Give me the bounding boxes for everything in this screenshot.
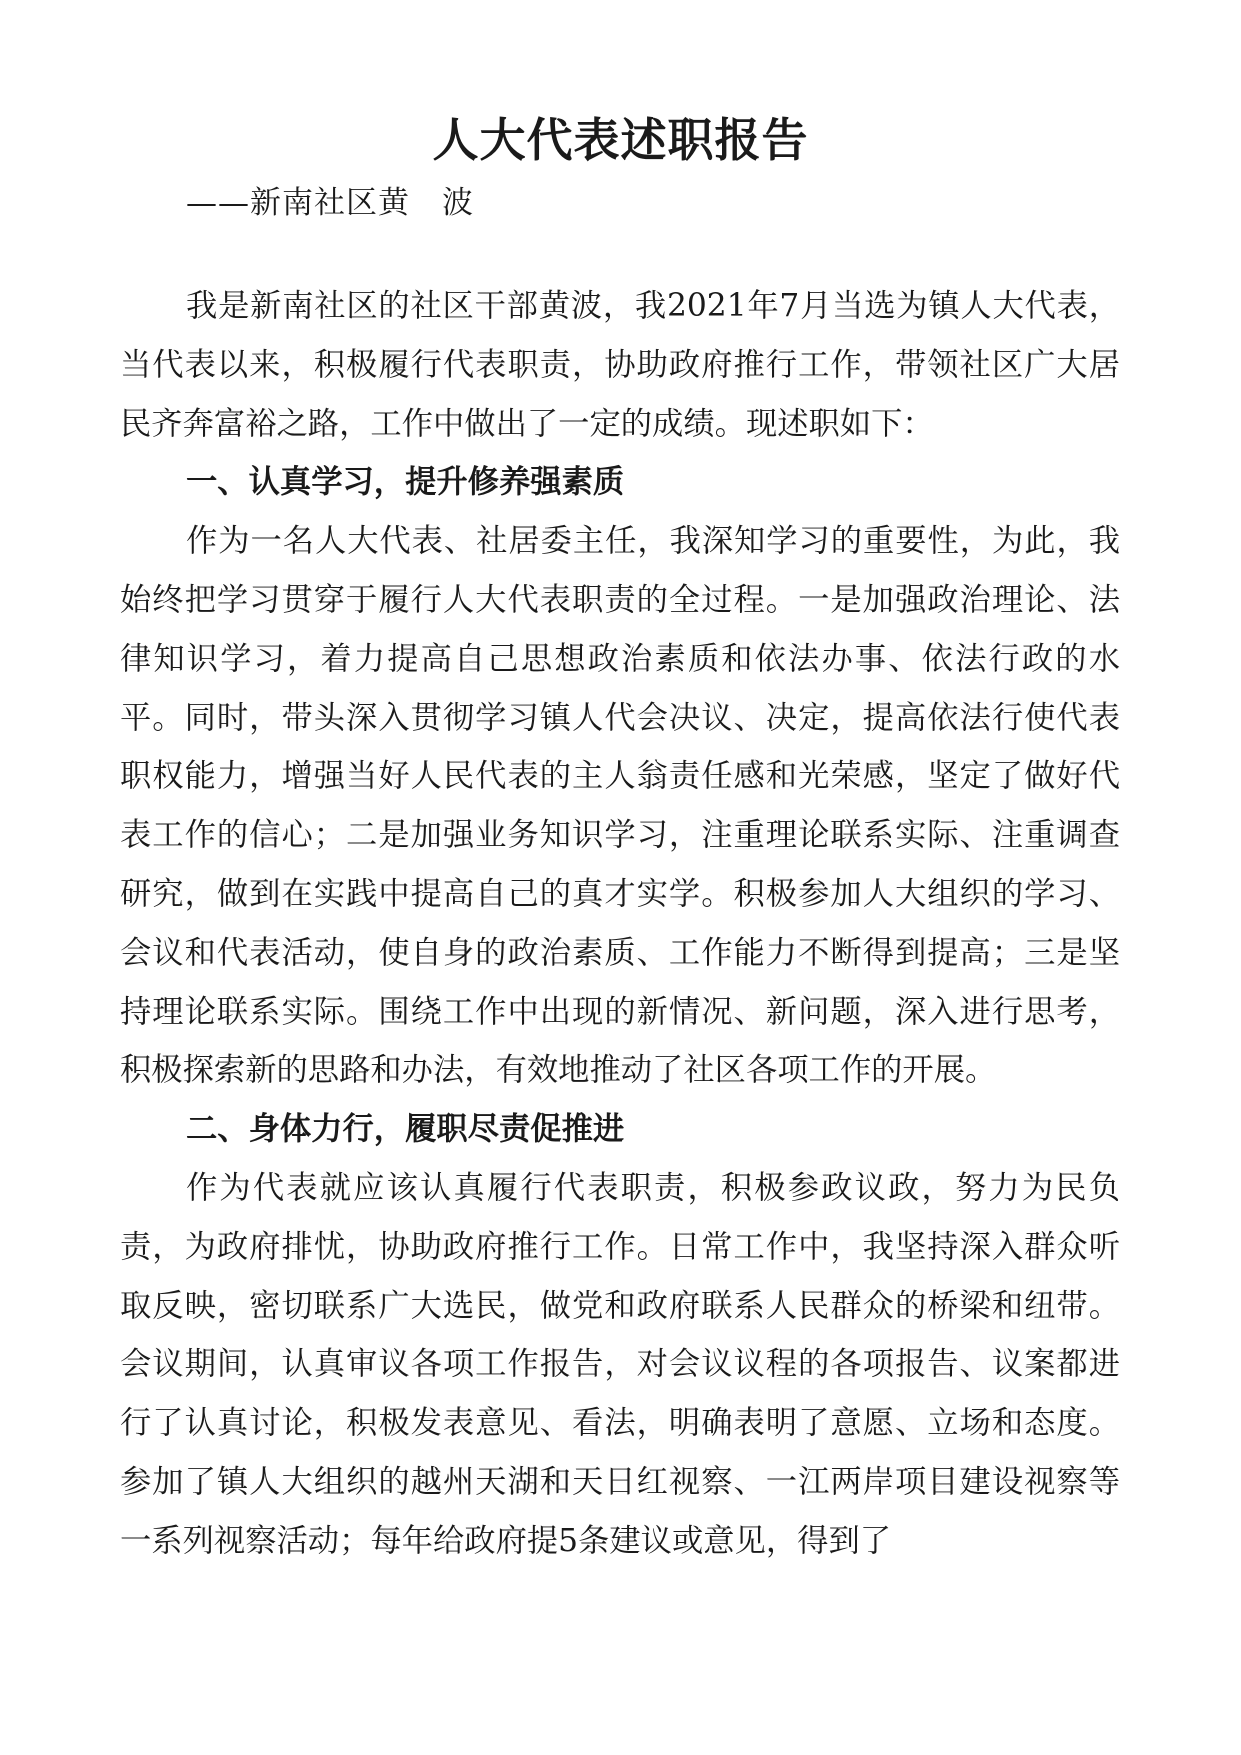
intro-paragraph: 我是新南社区的社区干部黄波，我2021年7月当选为镇人大代表，当代表以来，积极履行代表职责，协助政府推行工作，带领社区广大居民齐奔富裕之路，工作中做出了一定的成绩。现述职如下： bbox=[120, 288, 1120, 442]
section-1-heading: 一、认真学习，提升修养强素质 bbox=[186, 464, 625, 501]
section-2-paragraph: 作为代表就应该认真履行代表职责，积极参政议政，努力为民负责，为政府排忧，协助政府推行工作。日常工作中，我坚持深入群众听取反映，密切联系广大选民，做党和政府联系人民群众的桥梁和纽带。会议期间，认真审议各项工作报告，对会议议程的各项报告、议案都进行了认真讨论，积极发表意见、看法，明确表明了意愿、立场和态度。参加了镇人大组织的越州天湖和天日红视察、一江两岸项目建设视察等一系列视察活动；每年给政府提5条建议或意见，得到了 bbox=[120, 1169, 1120, 1559]
document-subtitle: ——新南社区黄 波 bbox=[186, 185, 474, 221]
section-2-heading: 二、身体力行，履职尽责促推进 bbox=[186, 1111, 625, 1148]
section-1-paragraph: 作为一名人大代表、社居委主任，我深知学习的重要性，为此，我始终把学习贯穿于履行人大代表职责的全过程。一是加强政治理论、法律知识学习，着力提高自己思想政治素质和依法办事、依法行政的水平。同时，带头深入贯彻学习镇人代会决议、决定，提高依法行使代表职权能力，增强当好人民代表的主人翁责任感和光荣感，坚定了做好代表工作的信心；二是加强业务知识学习，注重理论联系实际、注重调查研究，做到在实践中提高自己的真才实学。积极参加人大组织的学习、会议和代表活动，使自身的政治素质、工作能力不断得到提高；三是坚持理论联系实际。围绕工作中出现的新情况、新问题，深入进行思考，积极探索新的思路和办法，有效地推动了社区各项工作的开展。 bbox=[120, 523, 1120, 1089]
document-title: 人大代表述职报告 bbox=[432, 113, 809, 167]
document-body bbox=[120, 277, 1120, 1571]
